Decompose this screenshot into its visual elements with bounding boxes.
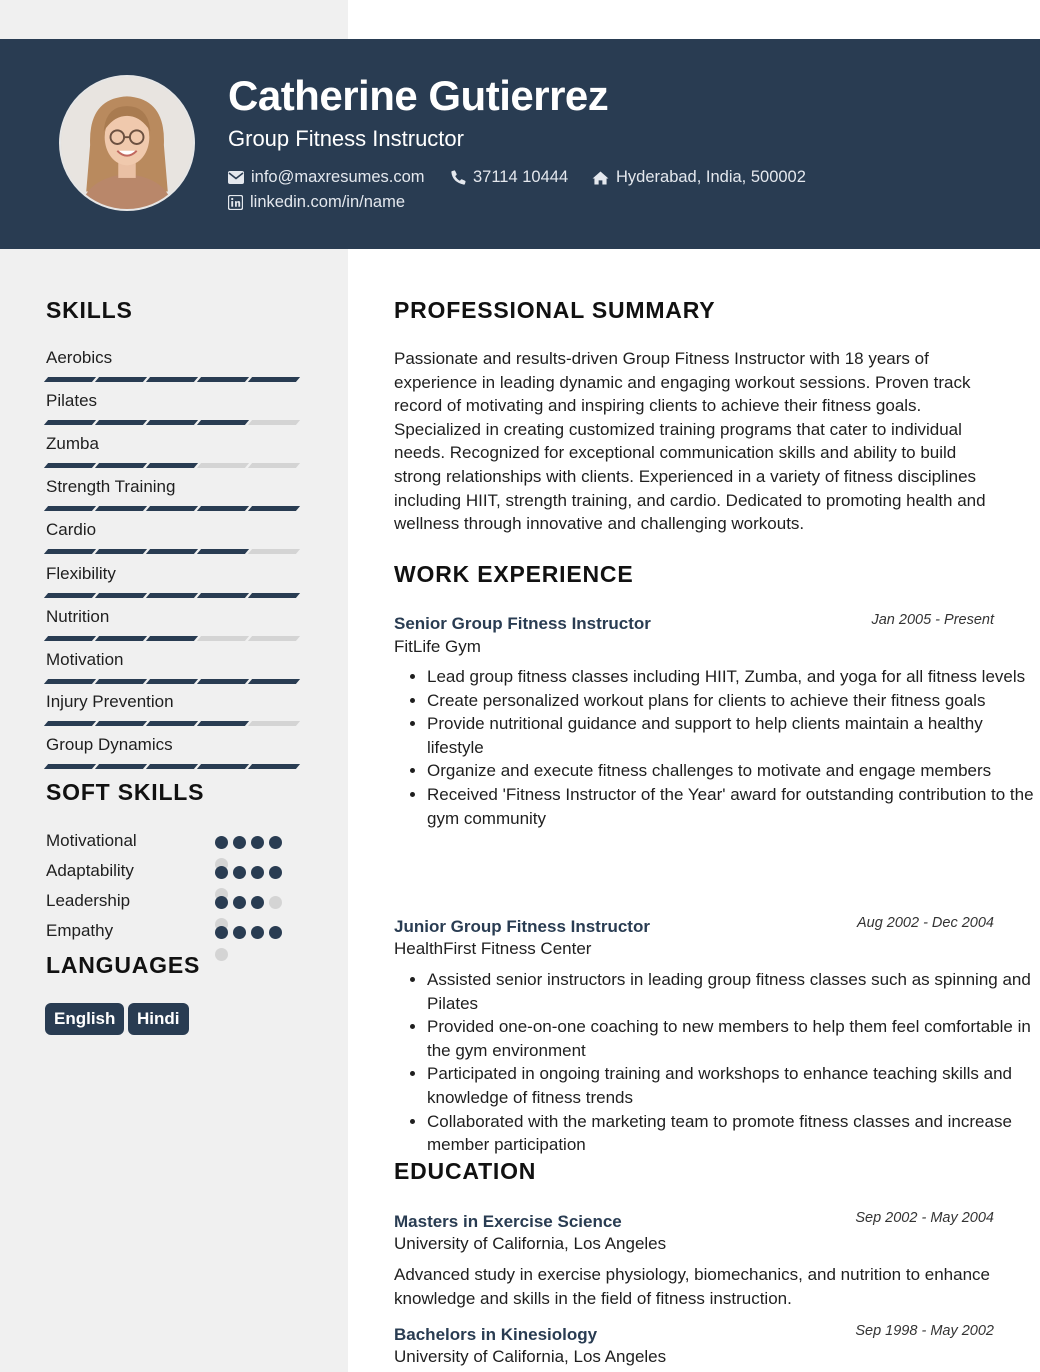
candidate-name: Catherine Gutierrez [228,72,609,119]
home-icon [592,171,609,185]
contact-linkedin[interactable] [228,193,405,212]
skill-level-segment [146,463,198,468]
skill-name: Cardio [46,520,97,539]
skill-level-segment [248,721,300,726]
job-role: Senior Group Fitness Instructor [394,614,651,633]
skill-level-segment [248,549,300,554]
list-item: • Organize and execute fitness challenges to motivate and engage members [427,759,1035,783]
soft-skill-dot [269,866,282,879]
linkedin-icon [228,195,243,210]
experience-heading: WORK EXPERIENCE [394,561,634,587]
skill-level-segment [95,764,147,769]
skill-name: Flexibility [46,564,116,583]
language-badge: Hindi [128,1003,189,1035]
job-bullets [394,968,1035,1157]
skill-level-segment [44,636,96,641]
skill-level-segment [248,764,300,769]
skill-level-segment [248,679,300,684]
soft-skill-dot [233,896,246,909]
list-item: • Create personalized workout plans for clients to achieve their fitness goals [427,689,1035,713]
skill-level-bar [46,420,301,425]
skill-name: Zumba [46,434,99,453]
contact-address [592,168,806,187]
skill-level-segment [95,506,147,511]
skill-level-segment [44,721,96,726]
summary-heading: PROFESSIONAL SUMMARY [394,297,716,323]
summary-text: Passionate and results-driven Group Fitness Instructor with 18 years of experience in leading dynamic and engaging workout sessions. Proven track record of motivating and inspiring clients to achieve their fitness goals. Specialized in creating customized training programs that cater to individual needs. Recognized for exceptional communication skills and ability to build strong relationships with clients. Experienced in a variety of fitness disciplines including HIIT, strength training, and cardio. Dedicated to promoting health and wellness through innovative and challenging workouts. [394,349,986,534]
job-dates: Aug 2002 - Dec 2004 [856,915,994,931]
skill-level-segment [146,420,198,425]
skill-level-segment [44,593,96,598]
skill-level-segment [146,593,198,598]
soft-skill-dot [233,836,246,849]
skill-level-segment [248,420,300,425]
skill-level-bar [46,506,301,511]
skill-name: Pilates [46,391,98,410]
candidate-title: Group Fitness Instructor [228,126,464,151]
skill-level-segment [197,593,249,598]
skill-level-segment [146,636,198,641]
skill-level-segment [197,549,249,554]
skill-level-segment [146,721,198,726]
skill-level-segment [44,420,96,425]
list-item: • Provided one-on-one coaching to new members to help them feel comfortable in the gym environment [427,1015,1035,1062]
education-heading: EDUCATION [394,1158,537,1184]
phone-icon [451,170,466,185]
skill-level-bar [46,679,301,684]
soft-skills-heading: SOFT SKILLS [46,779,205,805]
skill-level-bar [46,764,301,769]
skill-level-segment [95,679,147,684]
skill-level-segment [248,377,300,382]
soft-skill-name: Leadership [46,891,131,910]
job-dates: Jan 2005 - Present [871,612,994,628]
soft-skill-name: Adaptability [46,861,134,880]
skill-name: Injury Prevention [46,692,174,711]
skill-name: Motivation [46,650,124,669]
degree-name: Masters in Exercise Science [394,1212,622,1231]
phone-text: 37114 10444 [473,168,569,186]
skill-level-segment [248,636,300,641]
list-item: • Assisted senior instructors in leading group fitness classes such as spinning and Pilates [427,968,1035,1015]
skill-level-segment [44,463,96,468]
education-description: Advanced study in exercise physiology, biomechanics, and nutrition to enhance knowledge and skills in the field of fitness instruction. [394,1265,990,1308]
skill-name: Aerobics [46,348,113,367]
skill-level-segment [95,549,147,554]
skill-level-segment [248,593,300,598]
school-name: University of California, Los Angeles [394,1347,667,1366]
skill-level-segment [44,764,96,769]
list-item: • Lead group fitness classes including HIIT, Zumba, and yoga for all fitness levels [427,665,1035,689]
skill-level-segment [95,420,147,425]
skill-level-segment [197,463,249,468]
skill-level-segment [146,377,198,382]
skills-heading: SKILLS [46,297,133,323]
skill-name: Group Dynamics [46,735,173,754]
degree-name: Bachelors in Kinesiology [394,1325,598,1344]
skill-level-bar [46,463,301,468]
linkedin-text: linkedin.com/in/name [250,193,405,211]
soft-skill-dot [269,926,282,939]
skill-level-segment [44,506,96,511]
skill-level-segment [248,463,300,468]
skill-level-segment [248,506,300,511]
soft-skill-dot [269,896,282,909]
soft-skill-dot [233,926,246,939]
skill-level-segment [197,721,249,726]
soft-skill-dot [215,948,228,961]
skill-level-segment [197,506,249,511]
contact-email[interactable] [228,168,425,187]
skill-level-segment [95,593,147,598]
skill-name: Nutrition [46,607,110,626]
contact-phone[interactable] [451,168,568,187]
profile-photo [59,75,195,211]
list-item: • Participated in ongoing training and workshops to enhance teaching skills and knowledge of fitness trends [427,1062,1035,1109]
soft-skill-name: Empathy [46,921,114,940]
address-text: Hyderabad, India, 500002 [616,168,806,186]
list-item: • Provide nutritional guidance and support to help clients maintain a healthy lifestyle [427,712,1035,759]
languages-heading: LANGUAGES [46,952,201,978]
skill-level-segment [197,764,249,769]
email-text: info@maxresumes.com [251,168,425,186]
skill-level-segment [197,377,249,382]
soft-skill-name: Motivational [46,831,137,850]
job-bullets [394,665,1035,830]
skill-level-bar [46,377,301,382]
skill-level-segment [95,636,147,641]
soft-skill-dot [215,866,228,879]
skill-level-segment [197,420,249,425]
skill-level-segment [95,721,147,726]
soft-skill-dot [215,836,228,849]
job-company: FitLife Gym [394,637,481,656]
skill-level-segment [95,377,147,382]
skill-level-segment [197,636,249,641]
soft-skill-dot [251,866,264,879]
education-dates: Sep 1998 - May 2002 [855,1323,994,1339]
education-dates: Sep 2002 - May 2004 [855,1210,994,1226]
skill-level-segment [44,549,96,554]
skill-level-bar [46,721,301,726]
soft-skill-dot [251,896,264,909]
list-item: • Received 'Fitness Instructor of the Year' award for outstanding contribution to the gym community [427,783,1035,830]
skill-level-segment [146,764,198,769]
skill-level-segment [146,679,198,684]
skill-level-bar [46,593,301,598]
skill-level-bar [46,549,301,554]
soft-skill-dot [215,926,228,939]
skill-level-segment [44,679,96,684]
job-role: Junior Group Fitness Instructor [394,917,650,936]
soft-skill-dot [251,926,264,939]
skill-level-segment [146,506,198,511]
skill-level-segment [44,377,96,382]
soft-skill-dot [251,836,264,849]
envelope-icon [228,171,244,184]
skill-level-segment [146,549,198,554]
list-item: • Collaborated with the marketing team to promote fitness classes and increase member participation [427,1110,1035,1157]
soft-skill-dot [215,896,228,909]
job-company: HealthFirst Fitness Center [394,939,592,958]
soft-skill-dot [269,836,282,849]
language-badge: English [45,1003,124,1035]
soft-skill-dot [233,866,246,879]
resume-header [0,39,1040,249]
skill-level-segment [197,679,249,684]
skill-level-segment [95,463,147,468]
skill-name: Strength Training [46,477,176,496]
school-name: University of California, Los Angeles [394,1234,667,1253]
skill-level-bar [46,636,301,641]
